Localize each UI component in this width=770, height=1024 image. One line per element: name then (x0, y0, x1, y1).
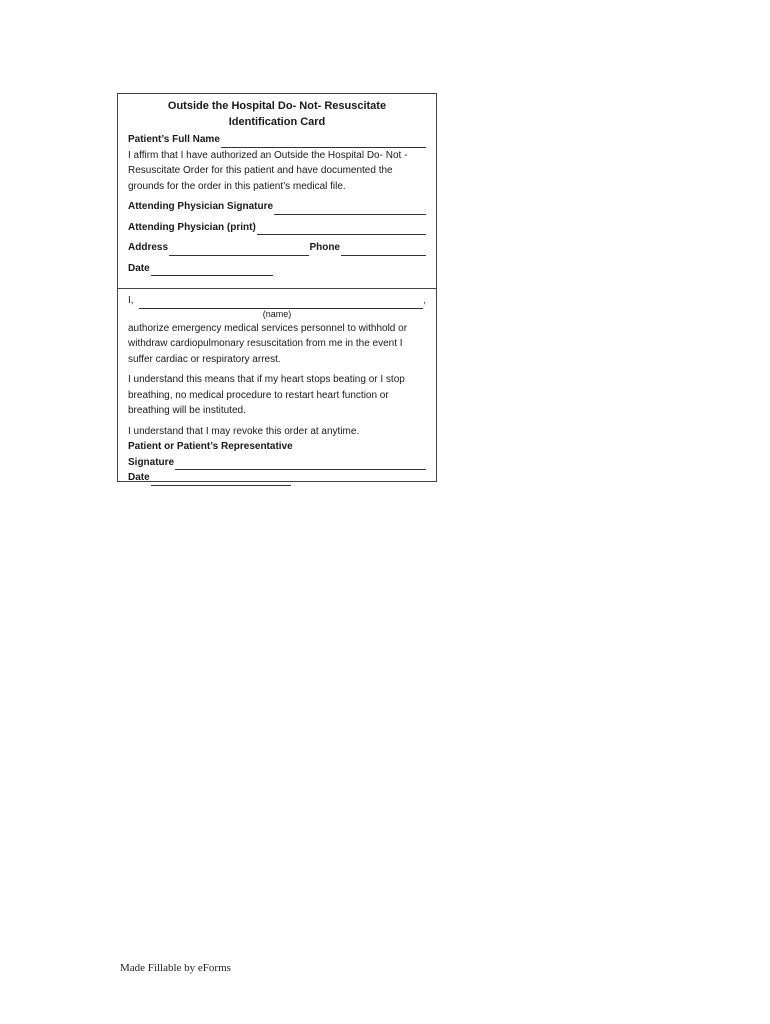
phone-label: Phone (309, 242, 340, 253)
patient-date-row (128, 470, 426, 486)
patient-name-row (128, 293, 426, 309)
physician-print-field[interactable] (257, 224, 426, 235)
card-title-line-1: Outside the Hospital Do- Not- Resuscitate (167, 100, 387, 112)
patient-full-name-label: Patient’s Full Name (128, 134, 220, 145)
revoke-statement: I understand that I may revoke this order at anytime. (128, 425, 360, 437)
patient-date-field[interactable] (151, 475, 291, 486)
physician-date-field[interactable] (151, 265, 273, 276)
patient-full-name-row (128, 132, 426, 148)
physician-print-row (128, 220, 426, 236)
affirm-line-1: I affirm that I have authorized an Outside the Hospital Do- Not - (128, 149, 408, 161)
authorize-line-2: withdraw cardiopulmonary resuscitation from me in the event I (128, 338, 403, 349)
card-title (128, 99, 426, 130)
patient-name-field[interactable] (139, 298, 424, 309)
patient-signature-row (128, 455, 426, 471)
affirm-statement (128, 148, 426, 195)
physician-date-label: Date (128, 262, 150, 274)
phone-field[interactable] (341, 245, 426, 256)
understand-line-1: I understand this means that if my heart stops beating or I stop (128, 374, 405, 385)
understand-statement (128, 372, 426, 419)
physician-signature-field[interactable] (274, 204, 426, 215)
address-field[interactable] (169, 245, 309, 256)
understand-line-2: breathing, no medical procedure to restart heart function or (128, 389, 389, 401)
physician-signature-label: Attending Physician Signature (128, 201, 274, 212)
physician-print-label: Attending Physician (print) (128, 221, 256, 233)
card-title-line-2: Identification Card (228, 115, 326, 128)
patient-full-name-field[interactable] (221, 137, 426, 148)
representative-label: Patient or Patient’s Representative (128, 441, 293, 452)
physician-signature-row (128, 199, 426, 215)
dnr-identification-card (117, 93, 437, 482)
physician-date-row (128, 261, 426, 277)
patient-section (118, 290, 436, 481)
patient-date-label: Date (128, 472, 150, 483)
name-caption: (name) (262, 308, 292, 319)
affirm-line-2: Resuscitate Order for this patient and have documented the (128, 165, 393, 176)
affirm-line-3: grounds for the order in this patient’s medical file. (128, 180, 346, 192)
patient-signature-field[interactable] (175, 459, 426, 470)
address-phone-row (128, 240, 426, 256)
physician-section (118, 94, 436, 289)
authorize-statement (128, 321, 426, 368)
comma-label: , (423, 295, 426, 306)
patient-signature-label: Signature (128, 456, 175, 468)
address-label: Address (128, 242, 169, 253)
i-label: I, (128, 295, 134, 306)
authorize-line-1: authorize emergency medical services personnel to withhold or (128, 322, 408, 334)
authorize-line-3: suffer cardiac or respiratory arrest. (128, 353, 281, 365)
footer-attribution: Made Fillable by eForms (120, 962, 231, 974)
understand-line-3: breathing will be instituted. (128, 405, 246, 416)
